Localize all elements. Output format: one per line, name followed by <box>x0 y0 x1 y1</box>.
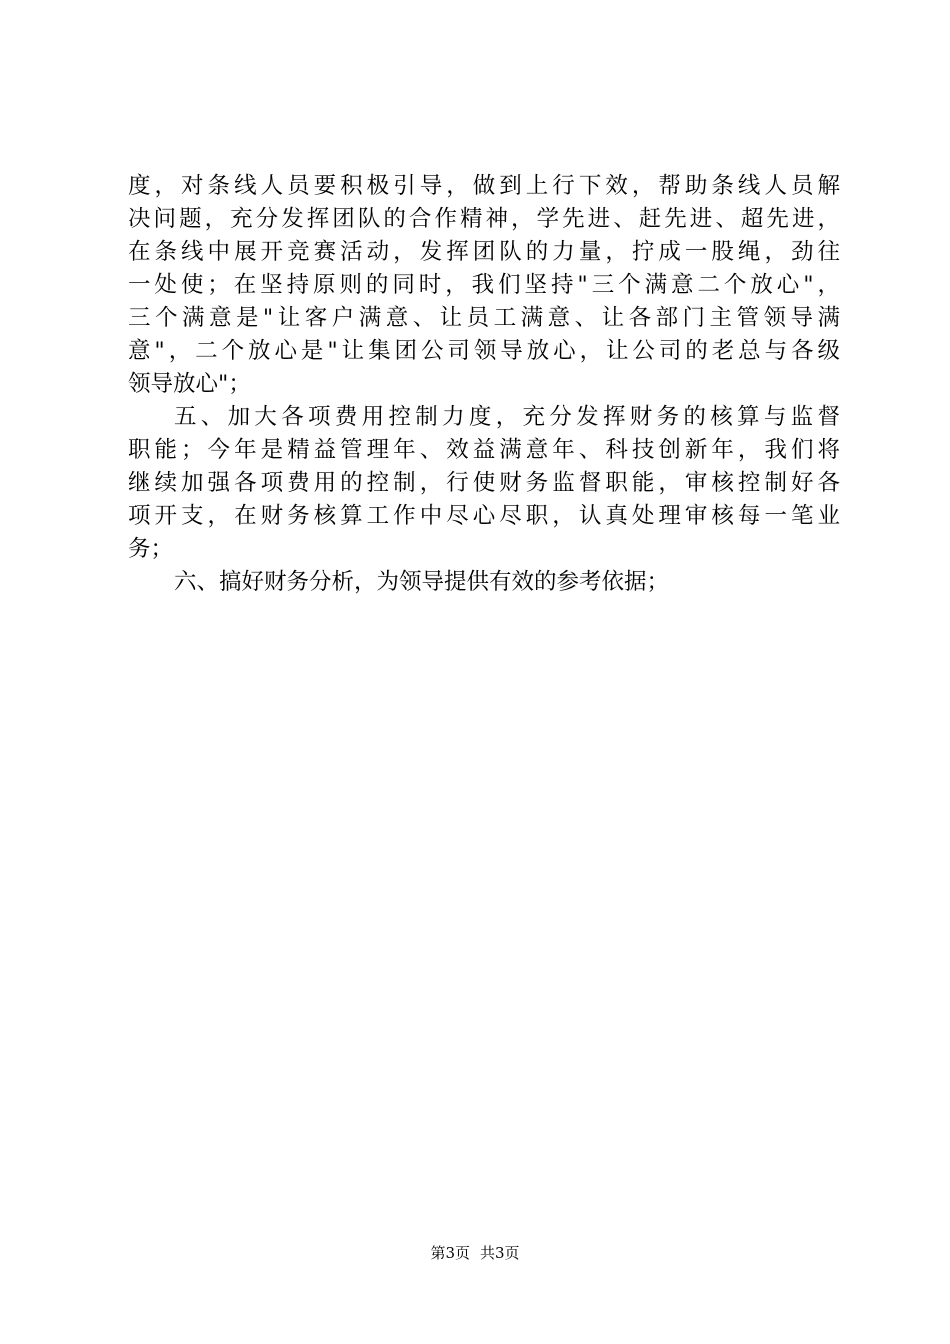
page-total: 共3页 <box>480 1244 520 1262</box>
page-footer <box>0 1242 950 1264</box>
text-line: 领导放心"； <box>128 371 251 397</box>
text-line: 度，对条线人员要积极引导，做到上行下效，帮助条线人员解 <box>128 173 840 199</box>
page-number: 第3页 <box>430 1244 470 1262</box>
paragraph-six <box>128 566 840 599</box>
text-line: 六、搞好财务分析，为领导提供有效的参考依据； <box>174 569 670 595</box>
text-line: 决问题，充分发挥团队的合作精神，学先进、赶先进、超先进， <box>128 206 840 232</box>
document-body <box>128 170 840 599</box>
text-line: 意"，二个放心是"让集团公司领导放心，让公司的老总与各级 <box>128 338 840 364</box>
text-line: 三个满意是"让客户满意、让员工满意、让各部门主管领导满 <box>128 305 840 331</box>
paragraph-five <box>128 401 840 566</box>
paragraph-continued <box>128 170 840 401</box>
text-line: 项开支，在财务核算工作中尽心尽职，认真处理审核每一笔业 <box>128 503 840 529</box>
text-line: 在条线中展开竞赛活动，发挥团队的力量，拧成一股绳，劲往 <box>128 239 840 265</box>
text-line: 务； <box>128 536 174 562</box>
text-line: 职能；今年是精益管理年、效益满意年、科技创新年，我们将 <box>128 437 840 463</box>
text-line: 继续加强各项费用的控制，行使财务监督职能，审核控制好各 <box>128 470 840 496</box>
text-line: 五、加大各项费用控制力度，充分发挥财务的核算与监督 <box>174 404 840 430</box>
text-line: 一处使；在坚持原则的同时，我们坚持"三个满意二个放心"， <box>128 272 840 298</box>
